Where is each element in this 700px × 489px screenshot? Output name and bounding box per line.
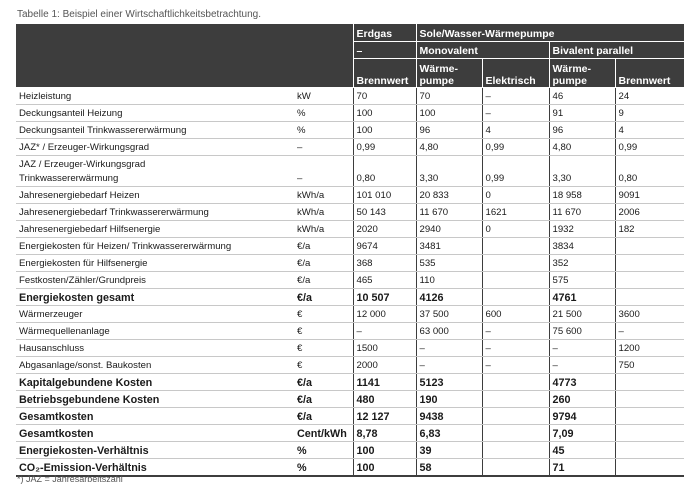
row-label: Hausanschluss xyxy=(16,340,293,357)
table-row xyxy=(16,255,684,272)
row-value: 1200 xyxy=(615,340,684,357)
row-value: 9438 xyxy=(416,408,482,425)
row-value: 50 143 xyxy=(353,204,416,221)
row-value: 368 xyxy=(353,255,416,272)
row-value xyxy=(482,391,549,408)
row-unit: kWh/a xyxy=(293,187,353,204)
row-label: Jahresenergiebedarf Heizen xyxy=(16,187,293,204)
row-unit: % xyxy=(293,442,353,459)
row-value xyxy=(615,255,684,272)
table-row xyxy=(16,272,684,289)
row-unit: kWh/a xyxy=(293,221,353,238)
header-col: Wärme- pumpe xyxy=(549,59,615,88)
row-unit: € xyxy=(293,323,353,340)
row-label: Gesamtkosten xyxy=(16,408,293,425)
row-unit: €/a xyxy=(293,238,353,255)
row-value xyxy=(615,391,684,408)
row-value: 1932 xyxy=(549,221,615,238)
table-row xyxy=(16,139,684,156)
row-value xyxy=(482,442,549,459)
row-label: Jahresenergiebedarf Trinkwassererwärmung xyxy=(16,204,293,221)
row-value: 0,99 xyxy=(482,156,549,187)
row-value: 39 xyxy=(416,442,482,459)
header-col: Brennwert xyxy=(353,59,416,88)
row-value xyxy=(482,425,549,442)
row-value: 4,80 xyxy=(549,139,615,156)
row-value xyxy=(615,408,684,425)
row-value: 535 xyxy=(416,255,482,272)
row-value: 96 xyxy=(549,122,615,139)
table-row xyxy=(16,408,684,425)
row-value: 8,78 xyxy=(353,425,416,442)
row-value xyxy=(482,459,549,477)
table-row xyxy=(16,425,684,442)
row-unit: €/a xyxy=(293,289,353,306)
row-label: Kapitalgebundene Kosten xyxy=(16,374,293,391)
row-value: 352 xyxy=(549,255,615,272)
row-value: 101 010 xyxy=(353,187,416,204)
row-value: 0,99 xyxy=(353,139,416,156)
row-value: – xyxy=(482,357,549,374)
row-value xyxy=(615,425,684,442)
row-unit: kW xyxy=(293,88,353,105)
row-value xyxy=(482,289,549,306)
row-value: 2006 xyxy=(615,204,684,221)
table-row xyxy=(16,88,684,105)
table-row xyxy=(16,122,684,139)
row-value: 0,80 xyxy=(353,156,416,187)
row-value: 4 xyxy=(615,122,684,139)
row-unit: – xyxy=(293,156,353,187)
row-value: – xyxy=(549,357,615,374)
table-row xyxy=(16,156,684,187)
row-value: 3600 xyxy=(615,306,684,323)
row-label: Deckungsanteil Trinkwassererwärmung xyxy=(16,122,293,139)
row-unit: % xyxy=(293,105,353,122)
row-value xyxy=(482,374,549,391)
row-unit: % xyxy=(293,122,353,139)
row-value: 1141 xyxy=(353,374,416,391)
row-value xyxy=(482,272,549,289)
header-col: Brennwert xyxy=(615,59,684,88)
row-value: 0,99 xyxy=(615,139,684,156)
row-value: 110 xyxy=(416,272,482,289)
row-value: 71 xyxy=(549,459,615,477)
row-unit: kWh/a xyxy=(293,204,353,221)
row-value xyxy=(482,238,549,255)
row-value: 480 xyxy=(353,391,416,408)
row-label: Energiekosten-Verhältnis xyxy=(16,442,293,459)
row-value: 45 xyxy=(549,442,615,459)
row-value: 96 xyxy=(416,122,482,139)
table-row xyxy=(16,221,684,238)
row-value: 37 500 xyxy=(416,306,482,323)
row-value: 6,83 xyxy=(416,425,482,442)
row-value xyxy=(482,255,549,272)
header-col: Wärme- pumpe xyxy=(416,59,482,88)
row-value: 10 507 xyxy=(353,289,416,306)
row-label: JAZ / Erzeuger-Wirkungsgrad Trinkwassererwärmung xyxy=(16,156,293,187)
row-value: 63 000 xyxy=(416,323,482,340)
row-value: 100 xyxy=(353,459,416,477)
row-value xyxy=(615,459,684,477)
row-unit: € xyxy=(293,340,353,357)
row-value: 182 xyxy=(615,221,684,238)
table-caption: Tabelle 1: Beispiel einer Wirtschaftlichkeitsbetrachtung. xyxy=(17,9,262,20)
table-row xyxy=(16,442,684,459)
row-value xyxy=(482,408,549,425)
row-label: Energiekosten gesamt xyxy=(16,289,293,306)
row-unit: €/a xyxy=(293,272,353,289)
row-label: Gesamtkosten xyxy=(16,425,293,442)
header-bivalent: Bivalent parallel xyxy=(549,42,684,59)
row-value: 0,99 xyxy=(482,139,549,156)
row-value: – xyxy=(615,323,684,340)
row-value: 100 xyxy=(416,105,482,122)
table-row xyxy=(16,204,684,221)
row-value xyxy=(615,442,684,459)
economics-table xyxy=(16,24,684,477)
row-label: Wärmerzeuger xyxy=(16,306,293,323)
row-label: Abgasanlage/sonst. Baukosten xyxy=(16,357,293,374)
row-value: 2000 xyxy=(353,357,416,374)
row-value: 100 xyxy=(353,105,416,122)
row-value xyxy=(615,272,684,289)
row-label: JAZ* / Erzeuger-Wirkungsgrad xyxy=(16,139,293,156)
row-value: 5123 xyxy=(416,374,482,391)
row-value: 2940 xyxy=(416,221,482,238)
row-value: 4126 xyxy=(416,289,482,306)
row-label: Festkosten/Zähler/Grundpreis xyxy=(16,272,293,289)
row-value: 70 xyxy=(416,88,482,105)
row-label: Wärmequellenanlage xyxy=(16,323,293,340)
row-unit: – xyxy=(293,139,353,156)
row-value: 9674 xyxy=(353,238,416,255)
table-row xyxy=(16,238,684,255)
row-value: 75 600 xyxy=(549,323,615,340)
row-value: 4761 xyxy=(549,289,615,306)
row-value: 7,09 xyxy=(549,425,615,442)
row-value: 2020 xyxy=(353,221,416,238)
row-value xyxy=(615,238,684,255)
row-value: 575 xyxy=(549,272,615,289)
row-value: 20 833 xyxy=(416,187,482,204)
row-value: 9091 xyxy=(615,187,684,204)
row-value: 21 500 xyxy=(549,306,615,323)
row-value: 100 xyxy=(353,122,416,139)
row-label: Betriebsgebundene Kosten xyxy=(16,391,293,408)
row-value: 190 xyxy=(416,391,482,408)
row-value: 12 000 xyxy=(353,306,416,323)
header-erdgas: Erdgas xyxy=(353,24,416,42)
row-value: – xyxy=(416,357,482,374)
row-value: 18 958 xyxy=(549,187,615,204)
row-value: 91 xyxy=(549,105,615,122)
header-col: Elektrisch xyxy=(482,59,549,88)
header-blank xyxy=(16,24,353,88)
row-label: Jahresenergiebedarf Hilfsenergie xyxy=(16,221,293,238)
row-value: 3481 xyxy=(416,238,482,255)
row-value: 0 xyxy=(482,221,549,238)
row-value: 24 xyxy=(615,88,684,105)
row-value: 11 670 xyxy=(416,204,482,221)
table-body xyxy=(16,88,684,477)
row-value: 58 xyxy=(416,459,482,477)
row-value: 4773 xyxy=(549,374,615,391)
row-value: 100 xyxy=(353,442,416,459)
table-row xyxy=(16,323,684,340)
table-row xyxy=(16,340,684,357)
row-value: 4,80 xyxy=(416,139,482,156)
row-label: Energiekosten für Heizen/ Trinkwassererwärmung xyxy=(16,238,293,255)
row-unit: €/a xyxy=(293,374,353,391)
table-row xyxy=(16,289,684,306)
header-sole-wasser: Sole/Wasser-Wärmepumpe xyxy=(416,24,684,42)
row-unit: €/a xyxy=(293,408,353,425)
table-row xyxy=(16,105,684,122)
table-row xyxy=(16,391,684,408)
row-value: 750 xyxy=(615,357,684,374)
row-unit: € xyxy=(293,357,353,374)
row-value: – xyxy=(482,88,549,105)
row-unit: € xyxy=(293,306,353,323)
row-unit: €/a xyxy=(293,391,353,408)
table-row xyxy=(16,374,684,391)
row-value: 600 xyxy=(482,306,549,323)
table-row xyxy=(16,187,684,204)
row-value: – xyxy=(482,340,549,357)
row-value: 46 xyxy=(549,88,615,105)
row-label: Deckungsanteil Heizung xyxy=(16,105,293,122)
row-value: 3834 xyxy=(549,238,615,255)
row-value: 1621 xyxy=(482,204,549,221)
header-dash: – xyxy=(353,42,416,59)
row-value: 70 xyxy=(353,88,416,105)
row-unit: Cent/kWh xyxy=(293,425,353,442)
row-value: 0,80 xyxy=(615,156,684,187)
row-value: – xyxy=(482,105,549,122)
row-value: – xyxy=(416,340,482,357)
row-label: CO₂-Emission-Verhältnis xyxy=(16,459,293,477)
row-value: 3,30 xyxy=(416,156,482,187)
row-value: – xyxy=(549,340,615,357)
table-row xyxy=(16,306,684,323)
row-value: 9794 xyxy=(549,408,615,425)
row-value: – xyxy=(353,323,416,340)
header-row-top xyxy=(16,24,684,42)
row-value: 11 670 xyxy=(549,204,615,221)
row-value: 9 xyxy=(615,105,684,122)
row-value: 12 127 xyxy=(353,408,416,425)
row-value: 260 xyxy=(549,391,615,408)
row-value: 1500 xyxy=(353,340,416,357)
header-monovalent: Monovalent xyxy=(416,42,549,59)
row-value xyxy=(615,289,684,306)
row-unit: €/a xyxy=(293,255,353,272)
row-value: – xyxy=(482,323,549,340)
row-value: 465 xyxy=(353,272,416,289)
row-value: 4 xyxy=(482,122,549,139)
row-label: Energiekosten für Hilfsenergie xyxy=(16,255,293,272)
row-value xyxy=(615,374,684,391)
row-unit: % xyxy=(293,459,353,477)
row-value: 0 xyxy=(482,187,549,204)
row-label: Heizleistung xyxy=(16,88,293,105)
footnote: *) JAZ = Jahresarbeitszahl xyxy=(17,474,123,484)
row-value: 3,30 xyxy=(549,156,615,187)
table-row xyxy=(16,357,684,374)
